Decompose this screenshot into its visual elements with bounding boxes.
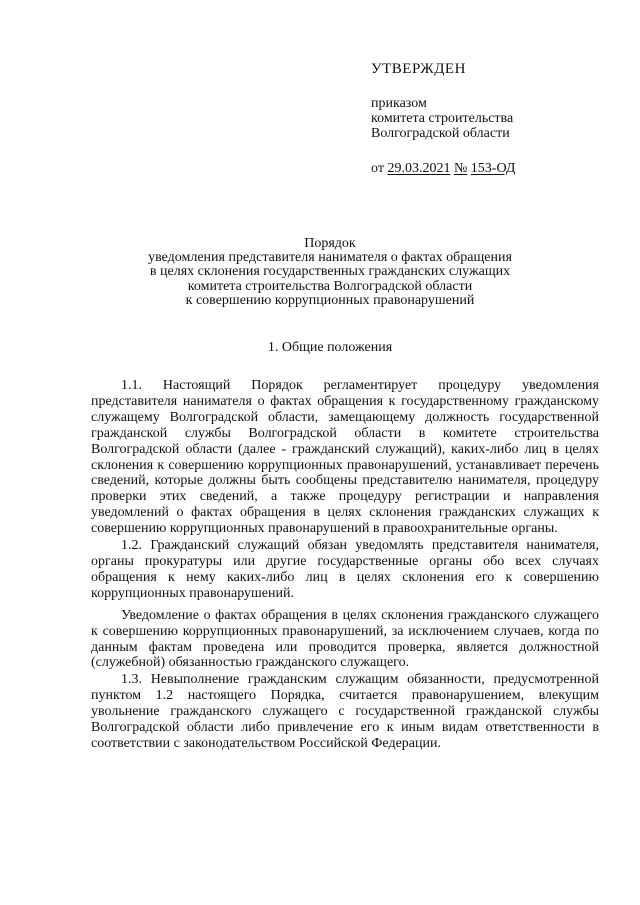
document-title-line: уведомления представителя нанимателя о фактах обращения [148,250,512,266]
approval-number: 153-ОД [470,161,516,176]
approval-date-prefix: от [371,161,384,176]
paragraph-1-2: 1.2. Гражданский служащий обязан уведомлять представителя нанимателя, органы прокуратуры или другие государственные органы обо всех случаях обращения к нему каких-либо лиц в целях склонения его к совершению коррупционных правонарушений. [91,538,599,601]
document-title [80,237,580,308]
approval-order-reference [371,161,601,176]
paragraph-1-3: 1.3. Невыполнение гражданским служащим обязанности, предусмотренной пунктом 1.2 настоящего Порядка, считается правонарушением, влекущим увольнение гражданского служащего с государственной гражданской службы Волгоградской области либо привлечение его к иным видам ответственности в соответствии с законодательством Российской Федерации. [91,672,599,751]
paragraph-1-1: 1.1. Настоящий Порядок регламентирует процедуру уведомления представителя нанимателя о фактах обращения к государственному гражданскому служащему Волгоградской области, замещающему должность государственной гражданской службы Волгоградской области в комитете строительства Волгоградской области (далее - гражданский служащий), каких-либо лиц в целях склонения к совершению коррупционных правонарушений, устанавливает перечень сведений, которые должны быть сообщены представителю нанимателя, процедуру проверки этих сведений, а также процедуру регистрации и направления уведомлений о фактах обращения в целях склонения гражданских служащих к совершению коррупционных правонарушений в правоохранительные органы. [91,378,599,537]
approval-title: УТВЕРЖДЕН [371,61,466,77]
approval-date: 29.03.2021 [387,161,451,176]
document-title-line: к совершению коррупционных правонарушений [185,292,475,308]
approval-order-line: приказом [371,96,427,111]
document-body [91,378,599,752]
approval-order-lines [371,96,601,141]
document-title-line: комитета строительства Волгоградской области [187,278,473,294]
approval-number-prefix: № [453,161,468,176]
document-title-line: в целях склонения государственных гражданских служащих [149,264,511,280]
paragraph-notification-duty: Уведомление о фактах обращения в целях склонения гражданского служащего к совершению коррупционных правонарушений, за исключением случаев, когда по данным фактам проведена или проводится проверка, является должностной (служебной) обязанностью гражданского служащего. [91,607,599,671]
approval-order-line: Волгоградской области [371,126,510,141]
document-title-line: Порядок [304,236,356,251]
approval-block [371,62,601,176]
approval-order-line: комитета строительства [371,111,514,126]
section-heading: 1. Общие положения [267,340,393,355]
